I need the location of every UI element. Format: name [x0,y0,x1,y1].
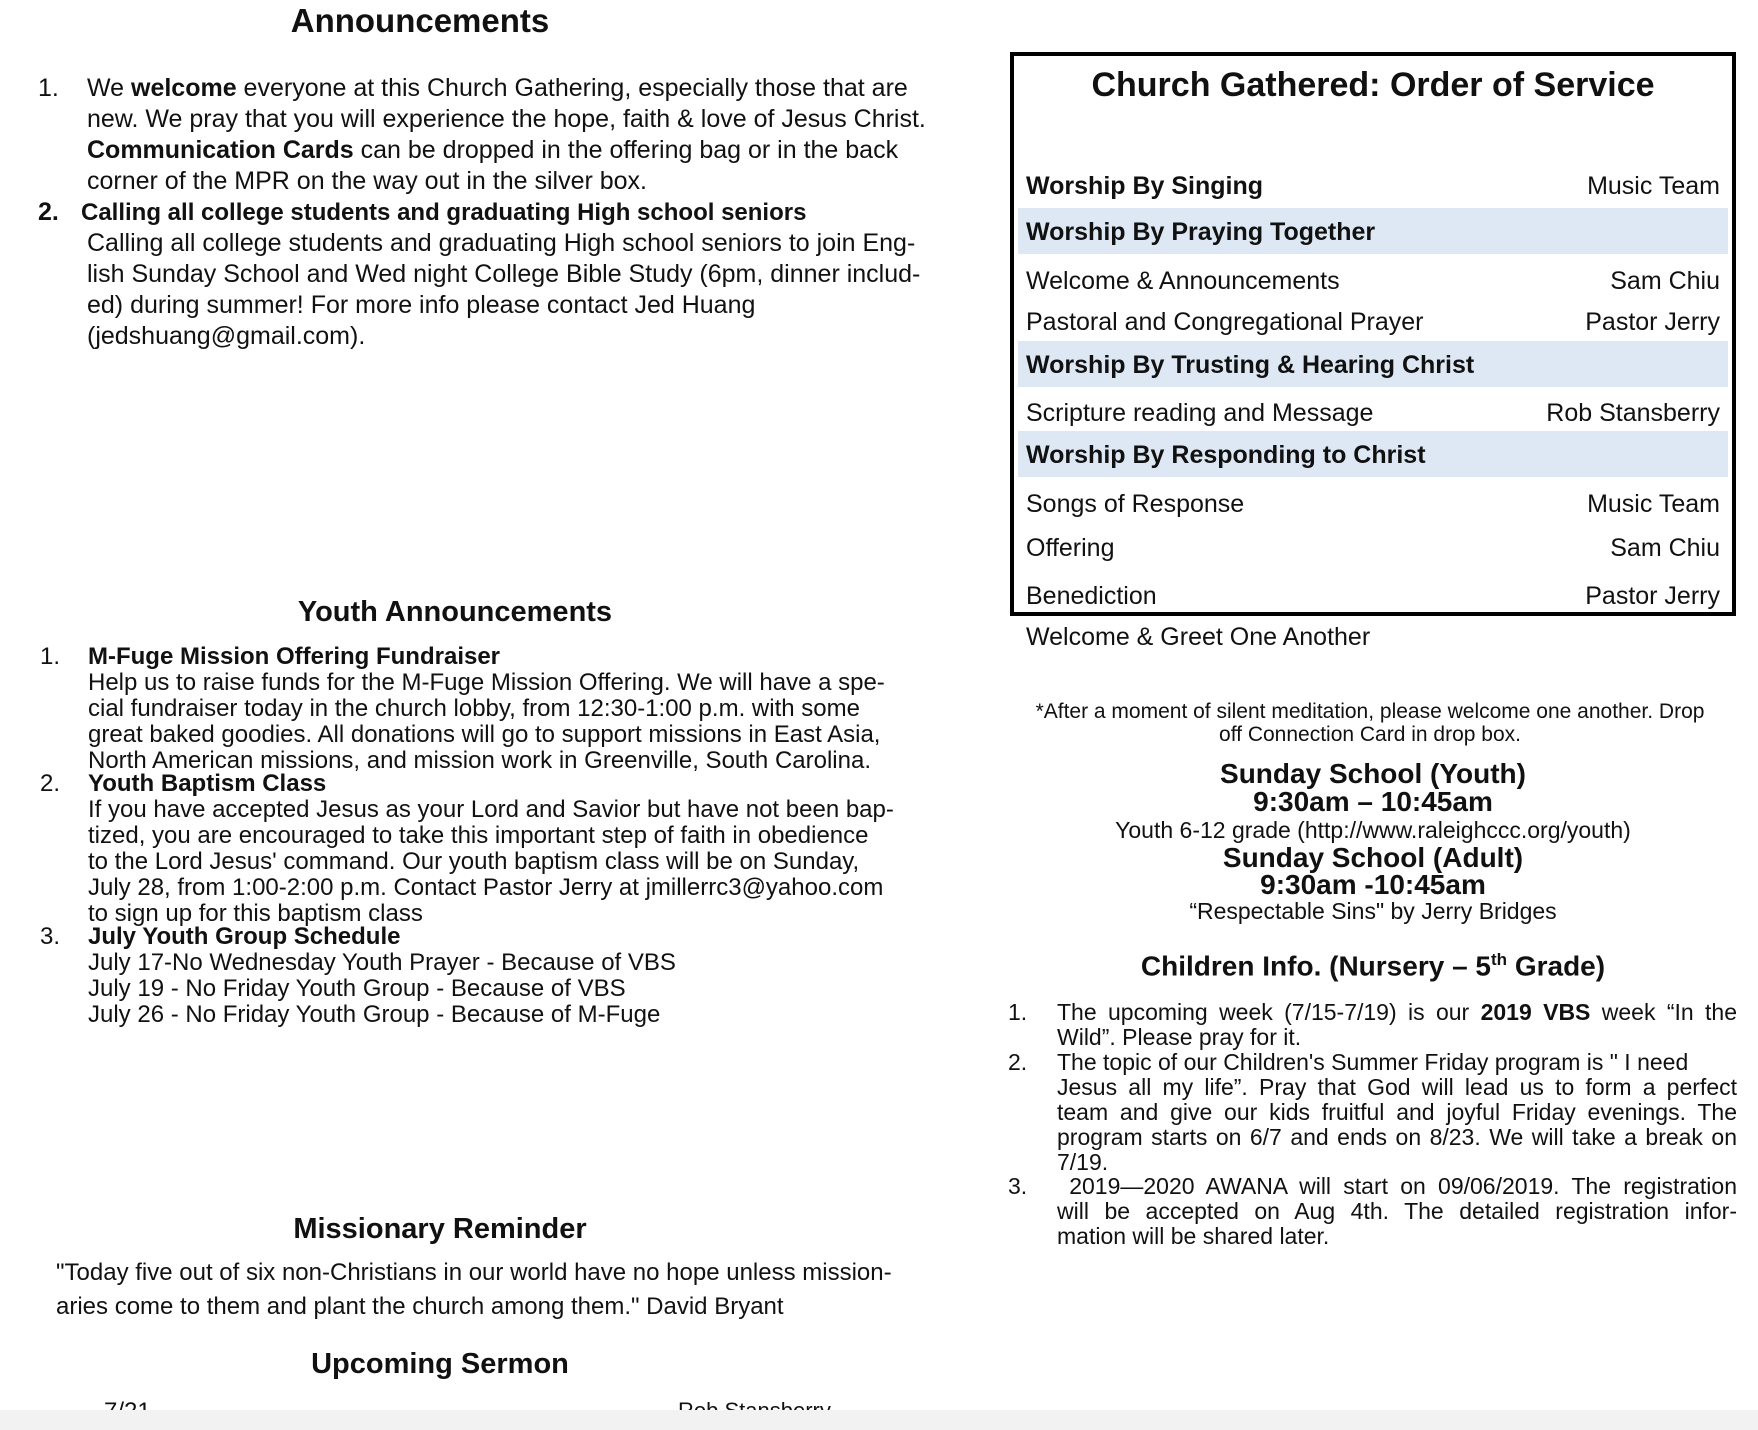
order-label: Worship By Praying Together [1026,218,1376,246]
text: off Connection Card in drop box. [1219,723,1521,746]
order-label: Worship By Trusting & Hearing Christ [1026,351,1475,379]
section-info: Youth 6-12 grade (http://www.raleighccc.org/youth) [1115,817,1631,843]
list-number: 3. [1008,1173,1028,1199]
list-number: 2. [40,770,61,797]
text: lish Sunday School and Wed night College Bible Study (6pm, dinner includ- [87,260,921,288]
item-title: July Youth Group Schedule [88,923,401,950]
section-time: 9:30am -10:45am [1260,869,1486,900]
list-number: 2. [1008,1049,1028,1075]
text: mation will be shared later. [1057,1223,1330,1249]
order-person: Pastor Jerry [1585,308,1720,336]
text: cial fundraiser today in the church lobby, from 12:30-1:00 p.m. with some [88,695,860,722]
sunday-school-youth [1010,760,1736,844]
text: July 26 - No Friday Youth Group - Because of M-Fuge [88,1001,661,1028]
text: corner of the MPR on the way out in the silver box. [87,167,647,195]
page-bottom-strip [0,1410,1758,1430]
order-row [1018,431,1728,477]
text: (jedshuang@gmail.com). [87,322,366,350]
text: new. We pray that you will experience the hope, faith & love of Jesus Christ. [87,105,926,133]
order-row [1018,341,1728,387]
list-number: 3. [40,923,61,950]
list-number: 1. [1008,999,1028,1025]
text: th [1491,950,1508,969]
item-title: Youth Baptism Class [88,770,327,797]
text: Jesus all my life”. Pray that God will lead us to form a perfect [1057,1074,1737,1100]
order-person: Sam Chiu [1610,534,1720,562]
text: "Today five out of six non-Christians in our world have no hope unless mission- [56,1259,892,1286]
bold-text: welcome [131,74,237,102]
text: The topic of our Children's Summer Friday program is " I need [1057,1049,1689,1075]
section-info: “Respectable Sins" by Jerry Bridges [1189,898,1557,924]
announcements-title: Announcements [290,2,550,39]
text: The upcoming week (7/15-7/19) is our [1057,999,1481,1025]
order-row [1018,572,1728,618]
order-label: Scripture reading and Message [1026,399,1374,427]
text: to sign up for this baptism class [88,900,423,927]
text: to the Lord Jesus' command. Our youth baptism class will be on Sunday, [88,848,860,875]
missionary-quote [56,1256,892,1324]
text: 2019—2020 AWANA will start on 09/06/2019. The registration [1057,1173,1737,1199]
text: July 17-No Wednesday Youth Prayer - Because of VBS [88,949,676,976]
order-label: Pastoral and Congregational Prayer [1026,308,1424,336]
item-title: Calling all college students and graduating High school seniors [81,199,807,226]
text: 7/19. [1057,1149,1109,1175]
order-row [1018,208,1728,254]
text: great baked goodies. All donations will go to support missions in East Asia, [88,721,881,748]
text: ed) during summer! For more info please contact Jed Huang [87,291,756,319]
text: July 28, from 1:00-2:00 p.m. Contact Pastor Jerry at jmillerrc3@yahoo.com [88,874,884,901]
text: North American missions, and mission work in Greenville, South Carolina. [88,747,871,774]
order-title: Church Gathered: Order of Service [1091,66,1655,104]
text: tized, you are encouraged to take this important step of faith in obedience [88,822,869,849]
text: can be dropped in the offering bag or in the back [353,136,899,164]
youth-title: Youth Announcements [297,596,613,628]
order-row [1018,389,1728,435]
list-number: 2. [38,198,59,226]
section-title: Sunday School (Youth) [1220,758,1526,789]
order-row [1018,257,1728,303]
text: Help us to raise funds for the M-Fuge Mission Offering. We will have a spe- [88,669,885,696]
order-label: Welcome & Greet One Another [1026,623,1371,651]
text: If you have accepted Jesus as your Lord and Savior but have not been bap- [88,796,894,823]
order-row [1018,524,1728,570]
order-person: Pastor Jerry [1585,582,1720,610]
text: will be accepted on Aug 4th. The detailed registration infor- [1057,1198,1737,1224]
text: We [87,74,131,102]
item-title: M-Fuge Mission Offering Fundraiser [88,643,501,670]
order-person: Rob Stansberry [1546,399,1720,427]
text: *After a moment of silent meditation, please welcome one another. Drop [1035,700,1705,723]
list-number: 1. [40,643,61,670]
order-label: Offering [1026,534,1115,562]
bold-text: Communication Cards [87,136,354,164]
text: team and give our kids fruitful and joyful Friday evenings. The [1057,1099,1737,1125]
order-row [1018,162,1728,208]
order-label: Songs of Response [1026,490,1245,518]
text: Grade) [1507,950,1606,982]
order-of-service-box [1010,52,1736,651]
text: week “In the [1590,999,1737,1025]
order-person: Music Team [1587,490,1720,518]
section-title: Sunday School (Adult) [1222,842,1524,873]
order-label: Welcome & Announcements [1026,267,1340,295]
order-person: Music Team [1587,172,1720,200]
text: aries come to them and plant the church among them." David Bryant [56,1293,784,1320]
text: Calling all college students and graduating High school seniors to join Eng- [87,229,916,257]
sermon-title: Upcoming Sermon [311,1348,569,1380]
section-time: 9:30am – 10:45am [1253,786,1493,817]
order-label: Worship By Singing [1026,172,1264,200]
order-label: Worship By Responding to Christ [1026,441,1426,469]
order-row [1018,613,1728,659]
list-number: 1. [38,74,59,102]
order-row [1018,480,1728,526]
order-row [1018,298,1728,344]
text: Wild”. Please pray for it. [1057,1024,1302,1050]
meditation-note [990,700,1750,746]
text: program starts on 6/7 and ends on 8/23. We will take a break on [1057,1124,1737,1150]
order-label: Benediction [1026,582,1157,610]
order-person: Sam Chiu [1610,267,1720,295]
sunday-school-adult [1010,844,1736,925]
bold-text: 2019 VBS [1480,999,1591,1025]
missionary-title: Missionary Reminder [293,1213,587,1245]
text: July 19 - No Friday Youth Group - Because of VBS [88,975,626,1002]
text: everyone at this Church Gathering, especially those that are [236,74,908,102]
children-title [1010,950,1736,982]
text: Children Info. (Nursery – 5 [1140,950,1491,982]
